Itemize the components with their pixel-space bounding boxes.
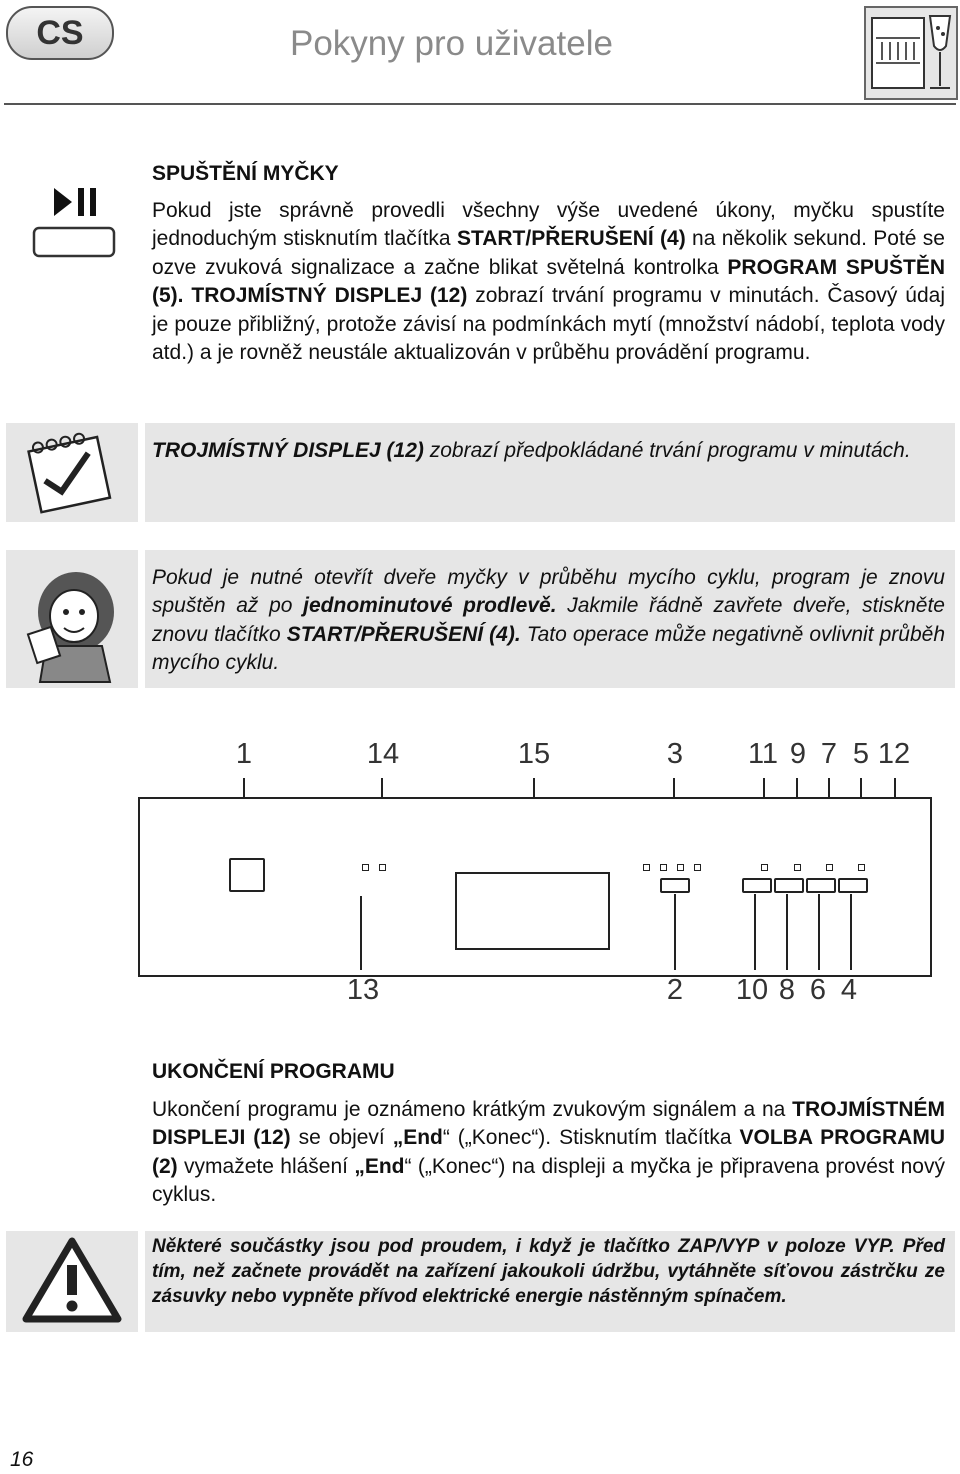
start-button-ref: START/PŘERUŠENÍ (4)	[456, 227, 686, 251]
program-select-ref: VOLBA PROGRAMU (2)	[152, 1126, 945, 1178]
indicator-11	[761, 864, 768, 871]
program-select-button	[660, 878, 690, 893]
start-section-text	[152, 197, 945, 367]
end-message-ref-2: „End	[354, 1154, 405, 1178]
label-10: 10	[735, 974, 769, 1006]
end-text-4: vymažete hlášení	[177, 1154, 355, 1178]
dishwasher-glass-icon	[864, 6, 958, 100]
end-section-heading: UKONČENÍ PROGRAMU	[152, 1060, 395, 1083]
label-11: 11	[747, 738, 779, 770]
page-title: Pokyny pro uživatele	[290, 24, 613, 63]
indicator-3c	[677, 864, 684, 871]
display-window	[455, 872, 610, 950]
note-display-ref: TROJMÍSTNÝ DISPLEJ (12)	[152, 439, 424, 462]
label-15: 15	[517, 738, 551, 770]
label-2: 2	[666, 974, 684, 1006]
note-box	[145, 423, 955, 522]
label-7: 7	[820, 738, 838, 770]
notepad-check-icon	[6, 423, 138, 522]
indicator-3b	[660, 864, 667, 871]
note-body: zobrazí předpokládané trvání programu v minutách.	[423, 439, 911, 462]
note-icon-panel	[6, 423, 138, 522]
door-text-2: Jakmile řádně zavřete dveře, stiskněte znovu tlačítko	[152, 594, 945, 646]
leader-4	[850, 894, 852, 970]
label-3: 3	[666, 738, 684, 770]
indicator-7	[826, 864, 833, 871]
woman-holding-note-icon	[6, 550, 138, 688]
label-1: 1	[235, 738, 253, 770]
electric-warning-box	[145, 1231, 955, 1332]
door-text-1: Pokud je nutné otevřít dveře myčky v průběhu mycího cyklu, program je znovu spuštěn až po	[152, 566, 945, 618]
control-panel-diagram	[0, 730, 960, 1020]
end-section-text	[152, 1096, 945, 1210]
label-14: 14	[366, 738, 400, 770]
start-text-3: zobrazí trvání programu v minutách. Časový údaj je pouze přibližný, protože závisí na podmínkách mytí (množství nádobí, teplota vody atd.) a je rovněž neustále aktualizován v průběhu provádění programu.	[152, 284, 946, 365]
label-5: 5	[852, 738, 870, 770]
program-display-ref: PROGRAM SPUŠTĚN (5). TROJMÍSTNÝ DISPLEJ (12)	[152, 255, 946, 308]
indicator-3a	[643, 864, 650, 871]
onoff-button	[229, 858, 265, 892]
indicator-14b	[379, 864, 386, 871]
option-button-8	[774, 878, 804, 893]
header-divider	[4, 103, 956, 105]
note-text	[152, 437, 945, 465]
end-text-2: se objeví	[290, 1126, 393, 1150]
start-pause-button-4	[838, 878, 868, 893]
warning-icon-panel	[6, 1231, 138, 1332]
indicator-9	[794, 864, 801, 871]
indicator-3d	[694, 864, 701, 871]
page-number: 16	[10, 1448, 34, 1471]
door-warning-box	[145, 550, 955, 688]
label-8: 8	[778, 974, 796, 1006]
label-13: 13	[346, 974, 380, 1006]
indicator-14a	[362, 864, 369, 871]
door-button-ref: START/PŘERUŠENÍ (4).	[286, 622, 521, 646]
warning-triangle-icon	[6, 1231, 138, 1332]
start-text-2: na několik sekund. Poté se ozve zvuková signalizace a začne blikat světelná kontrolka	[152, 227, 945, 279]
end-message-ref: „End	[392, 1126, 443, 1150]
start-section-heading: SPUŠTĚNÍ MYČKY	[152, 162, 339, 185]
leader-8	[786, 894, 788, 970]
door-text-3: Tato operace může negativně ovlivnit průběh mycího cyklu.	[152, 622, 946, 675]
caution-icon-panel	[6, 550, 138, 688]
leader-13	[360, 896, 362, 970]
language-code: CS	[36, 13, 84, 52]
end-text-3: “ („Konec“). Stisknutím tlačítka	[442, 1126, 740, 1150]
start-pause-icon	[32, 182, 118, 267]
option-button-6	[806, 878, 836, 893]
option-button-10	[742, 878, 772, 893]
electric-warning-text: Některé součástky jsou pod proudem, i když je tlačítko ZAP/VYP v poloze VYP. Před tím, než začnete provádět na zařízení jakoukoli údržbu, vytáhněte síťovou zástrčku ze zásuvky nebo vypněte přívod elektrické energie nástěnným spínačem.	[152, 1236, 945, 1307]
end-text-5: “ („Konec“) na displeji a myčka je připravena provést nový cyklus.	[152, 1154, 945, 1207]
end-text-1: Ukončení programu je oznámeno krátkým zvukovým signálem a na	[152, 1098, 793, 1121]
start-text-1: Pokud jste správně provedli všechny výše uvedené úkony, myčku spustíte jednoduchým stisknutím tlačítka	[152, 199, 945, 251]
door-delay-ref: jednominutové prodlevě.	[303, 594, 557, 618]
leader-10	[754, 894, 756, 970]
leader-6	[818, 894, 820, 970]
label-12: 12	[877, 738, 911, 770]
label-9: 9	[789, 738, 807, 770]
language-badge	[6, 6, 114, 60]
label-6: 6	[809, 974, 827, 1006]
end-display-ref: TROJMÍSTNÉM DISPLEJI (12)	[152, 1098, 945, 1150]
label-4: 4	[840, 974, 858, 1006]
leader-2	[674, 894, 676, 970]
indicator-5	[858, 864, 865, 871]
door-warning-text	[152, 564, 945, 678]
